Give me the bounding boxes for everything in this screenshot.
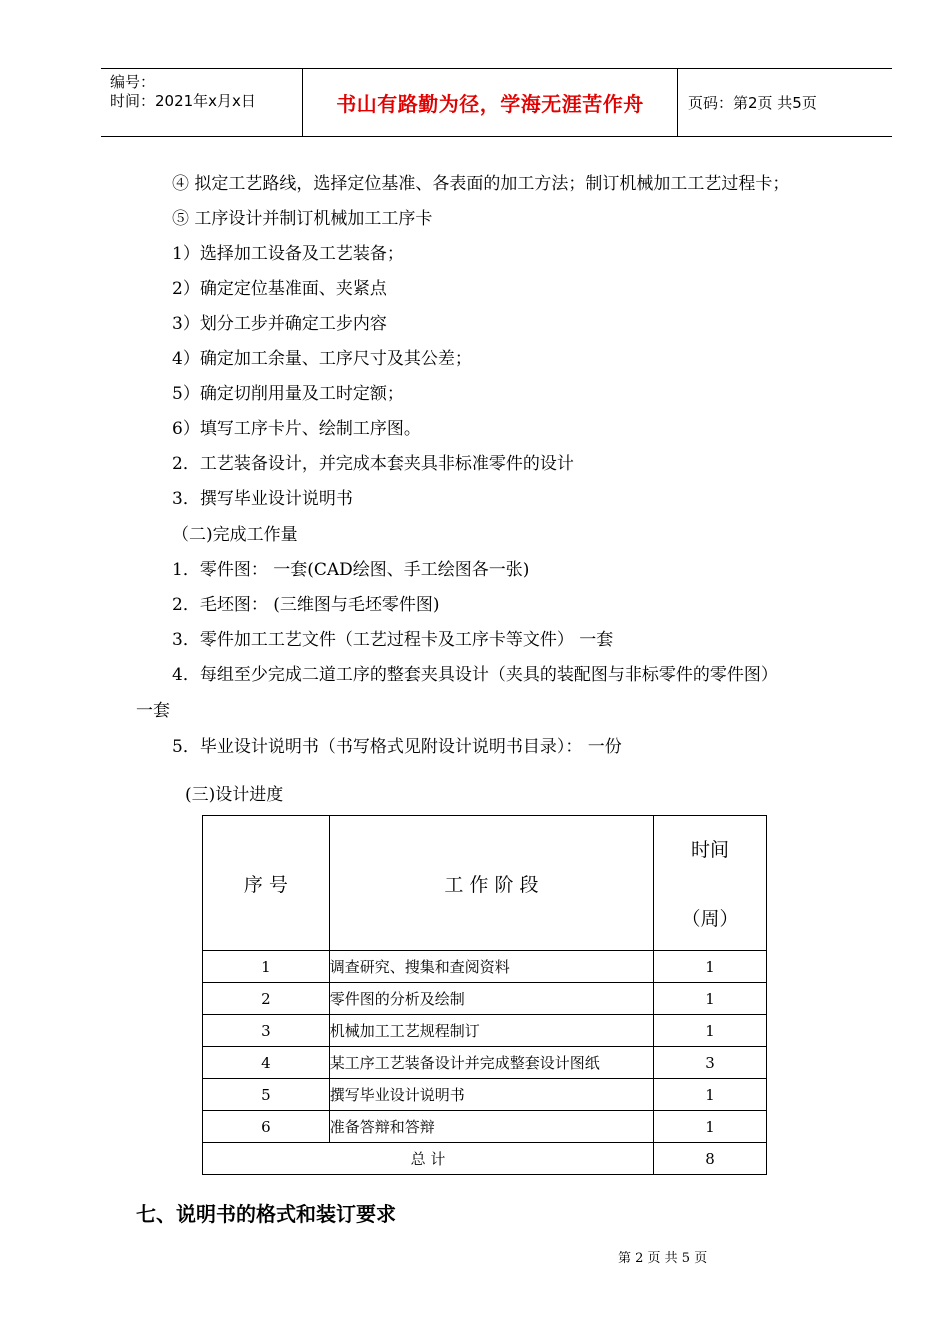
cell-stage: 零件图的分析及绘制 [329, 983, 653, 1015]
section-subtitle: (三)设计进度 [185, 785, 284, 805]
cell-weeks: 3 [654, 1047, 767, 1079]
body-line: 5）确定切削用量及工时定额； [172, 384, 404, 404]
body-line: 3．撰写毕业设计说明书 [172, 489, 353, 509]
cell-stage: 某工序工艺装备设计并完成整套设计图纸 [329, 1047, 653, 1079]
table-row [203, 1015, 767, 1047]
body-line: 4）确定加工余量、工序尺寸及其公差； [172, 349, 472, 369]
cell-weeks: 1 [654, 1015, 767, 1047]
cell-seq: 2 [203, 983, 330, 1015]
body-line: 1．零件图： 一套(CAD绘图、手工绘图各一张) [172, 560, 530, 580]
section-subtitle: （二)完成工作量 [172, 525, 298, 545]
header-time-label: 时间 [691, 839, 730, 861]
cell-seq: 3 [203, 1015, 330, 1047]
body-line: 3．零件加工工艺文件（工艺过程卡及工序卡等文件） 一套 [172, 630, 614, 650]
document-number: 编号： [110, 73, 156, 91]
schedule-table [202, 815, 767, 1175]
table-row [203, 1111, 767, 1143]
header-slogan: 书山有路勤为径，学海无涯苦作舟 [303, 69, 678, 136]
body-line: 2．工艺装备设计，并完成本套夹具非标准零件的设计 [172, 454, 574, 474]
body-line: 6）填写工序卡片、绘制工序图。 [172, 419, 421, 439]
cell-stage: 撰写毕业设计说明书 [329, 1079, 653, 1111]
body-line: 一套 [136, 701, 170, 721]
cell-stage: 准备答辩和答辩 [329, 1111, 653, 1143]
body-line: 2．毛坯图： (三维图与毛坯零件图) [172, 595, 440, 615]
total-label: 总 计 [203, 1143, 654, 1175]
table-row [203, 951, 767, 983]
body-line: 4．每组至少完成二道工序的整套夹具设计（夹具的装配图与非标零件的零件图） [172, 665, 778, 685]
body-line: 5．毕业设计说明书（书写格式见附设计说明书目录）： 一份 [172, 737, 622, 757]
body-line: ④ 拟定工艺路线，选择定位基准、各表面的加工方法；制订机械加工工艺过程卡； [172, 174, 790, 194]
page-header [101, 68, 892, 137]
cell-weeks: 1 [654, 951, 767, 983]
cell-weeks: 1 [654, 983, 767, 1015]
header-page-number: 页码：第2页 共5页 [688, 94, 817, 112]
total-value: 8 [654, 1143, 767, 1175]
body-line: 1）选择加工设备及工艺装备； [172, 244, 404, 264]
header-stage: 工 作 阶 段 [329, 816, 653, 951]
cell-seq: 6 [203, 1111, 330, 1143]
table-header-row [203, 816, 767, 951]
body-line: 2）确定定位基准面、夹紧点 [172, 279, 387, 299]
section-heading: 七、说明书的格式和装订要求 [136, 1202, 396, 1226]
table-row [203, 1047, 767, 1079]
cell-seq: 5 [203, 1079, 330, 1111]
cell-stage: 调查研究、搜集和查阅资料 [329, 951, 653, 983]
cell-seq: 1 [203, 951, 330, 983]
document-time: 时间：2021年x月x日 [110, 92, 256, 110]
page-footer: 第 2 页 共 5 页 [618, 1251, 708, 1266]
header-time-unit: （周） [681, 908, 739, 930]
table-total-row [203, 1143, 767, 1175]
cell-weeks: 1 [654, 1111, 767, 1143]
body-line: ⑤ 工序设计并制订机械加工工序卡 [172, 209, 433, 229]
table-row [203, 983, 767, 1015]
body-line: 3）划分工步并确定工步内容 [172, 314, 387, 334]
cell-seq: 4 [203, 1047, 330, 1079]
header-time [654, 816, 767, 951]
header-seq: 序 号 [203, 816, 330, 951]
header-meta [101, 69, 303, 136]
cell-stage: 机械加工工艺规程制订 [329, 1015, 653, 1047]
table-row [203, 1079, 767, 1111]
cell-weeks: 1 [654, 1079, 767, 1111]
